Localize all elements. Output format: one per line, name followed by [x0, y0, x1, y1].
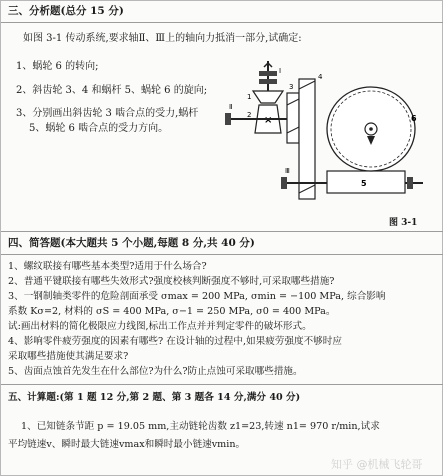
section4-q1: 1、螺纹联接有哪些基本类型?适用于什么场合? — [8, 261, 207, 272]
section3-title: 三、分析题(总分 15 分) — [8, 5, 124, 17]
bearing-III-left — [281, 177, 287, 189]
figure-caption: 图 3-1 — [389, 218, 418, 228]
gear-2-label: 2 — [247, 111, 252, 119]
section4-q5: 5、齿面点蚀首先发生在什么部位?为什么?防止点蚀可采取哪些措施。 — [8, 366, 303, 377]
worm-wheel-6-label: 6 — [411, 114, 417, 123]
gear-2-cross-icon: × — [264, 115, 273, 126]
shaft-III-label: Ⅲ — [285, 167, 290, 175]
bearing-II-left — [225, 113, 231, 125]
watermark: 知乎 @机械飞轮哥 — [331, 458, 423, 471]
gear-1-label: 1 — [247, 93, 252, 101]
section4-q4-line1: 4、影响零件疲劳强度的因素有哪些? 在设计轴的过程中,如果疲劳强度不够时应 — [8, 336, 342, 347]
worm-5-label: 5 — [361, 179, 367, 188]
bearing-top — [259, 71, 277, 76]
helical-gear-3 — [287, 93, 299, 143]
gear-4-label: 4 — [318, 73, 323, 81]
section4-divider — [1, 254, 443, 255]
section3-item1: 1、蜗轮 6 的转向; — [16, 61, 99, 72]
shaft-II-label: Ⅱ — [229, 103, 233, 111]
section3-item2: 2、斜齿轮 3、4 和蜗杆 5、蜗轮 6 的旋向; — [16, 85, 208, 96]
section3-intro: 如图 3-1 传动系统,要求轴Ⅱ、Ⅲ上的轴向力抵消一部分,试确定: — [23, 33, 302, 44]
section5-title: 五、计算题:(第 1 题 12 分,第 2 题、第 3 题各 14 分,满分 40 分) — [8, 392, 301, 403]
section5-divider-top — [1, 384, 443, 385]
section3-divider — [1, 22, 443, 23]
shaft-I-label: Ⅰ — [279, 67, 282, 75]
gear-3-label: 3 — [289, 83, 294, 91]
helical-gear-4 — [299, 79, 315, 199]
section4-divider-top — [1, 231, 443, 232]
section5-q1-line2: 平均链速v、瞬时最大链速vmax和瞬时最小链速vmin。 — [8, 439, 246, 450]
section4-q3-line2: 系数 Kσ=2, 材料的 σS = 400 MPa, σ−1 = 250 MPa, σ0 = 400 MPa。 — [8, 306, 336, 317]
section4-q2: 2、普通平键联接有哪些失效形式?强度校核判断强度不够时,可采取哪些措施? — [8, 276, 335, 287]
section5-q1-line1: 1、已知链条节距 p = 19.05 mm,主动链轮齿数 z1=23,转速 n1= 970 r/min,试求 — [21, 421, 380, 432]
section3-item3-line1: 3、分别画出斜齿轮 3 啮合点的受力,蜗杆 — [16, 108, 199, 119]
section3-item3-line2: 5、蜗轮 6 啮合点的受力方向。 — [29, 123, 169, 134]
bearing-III-right — [407, 177, 413, 189]
bearing-bottom — [259, 79, 277, 84]
section4-q3-line3: 试:画出材料的简化极限应力线图,标出工作点并并判定零件的破坏形式。 — [8, 321, 312, 332]
bevel-gear-1 — [253, 91, 283, 103]
worm-wheel-center — [369, 127, 373, 131]
section4-q3-line1: 3、一钢制轴类零件的危险剖面承受 σmax = 200 MPa, σmin = −100 MPa, 综合影响 — [8, 291, 386, 302]
section4-q4-line2: 采取哪些措施使其满足要求? — [8, 351, 129, 362]
section4-title: 四、简答题(本大题共 5 个小题,每题 8 分,共 40 分) — [8, 237, 255, 249]
transmission-diagram — [223, 61, 433, 211]
